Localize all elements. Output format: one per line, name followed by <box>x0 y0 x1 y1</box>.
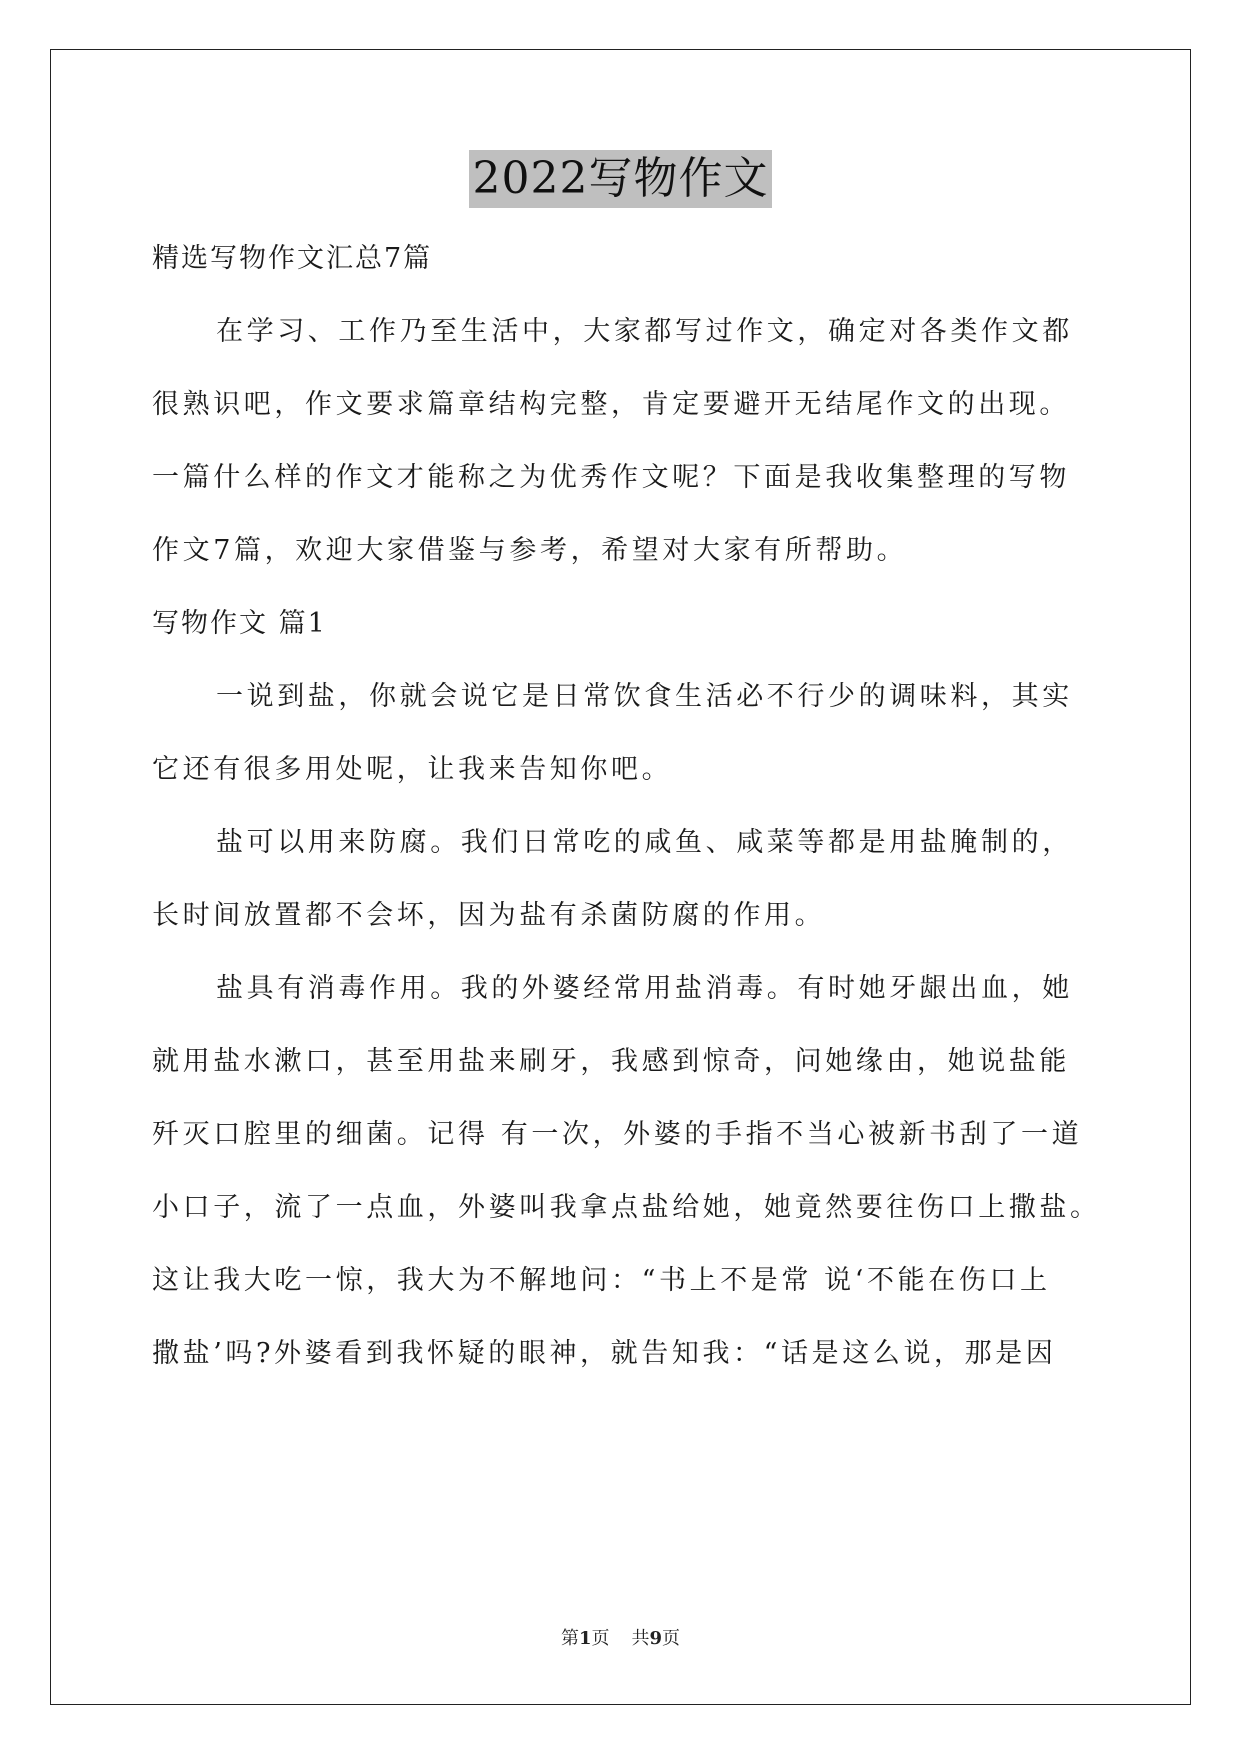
page-border <box>50 49 1191 1705</box>
document-title: 2022写物作文 <box>469 150 773 208</box>
total-page-number: 9 <box>649 1628 663 1649</box>
paragraph-line: 盐可以用来防腐。我们日常吃的咸鱼、咸菜等都是用盐腌制的， <box>216 827 1073 858</box>
intro-line: 很熟识吧，作文要求篇章结构完整，肯定要避开无结尾作文的出现。 <box>152 389 1070 420</box>
intro-line: 在学习、工作乃至生活中，大家都写过作文，确定对各类作文都 <box>216 316 1073 347</box>
paragraph-line: 它还有很多用处呢，让我来告知你吧。 <box>152 754 673 785</box>
document-subtitle: 精选写物作文汇总7篇 <box>152 243 433 274</box>
intro-line: 作文7篇，欢迎大家借鉴与参考，希望对大家有所帮助。 <box>152 535 908 566</box>
page-footer <box>0 1627 1241 1651</box>
paragraph-line: 就用盐水漱口，甚至用盐来刷牙，我感到惊奇，问她缘由，她说盐能 <box>152 1046 1070 1077</box>
paragraph-line: 小口子，流了一点血，外婆叫我拿点盐给她，她竟然要往伤口上撒盐。 <box>152 1192 1101 1223</box>
paragraph-line: 一说到盐，你就会说它是日常饮食生活必不行少的调味料，其实 <box>216 681 1073 712</box>
intro-line: 一篇什么样的作文才能称之为优秀作文呢？下面是我收集整理的写物 <box>152 462 1070 493</box>
paragraph-line: 撒盐’吗?外婆看到我怀疑的眼神，就告知我：“话是这么说，那是因 <box>152 1338 1057 1369</box>
title-container <box>0 150 1241 208</box>
page-unit: 页 <box>591 1628 610 1649</box>
paragraph-line: 盐具有消毒作用。我的外婆经常用盐消毒。有时她牙龈出血，她 <box>216 973 1073 1004</box>
current-page-number: 1 <box>578 1628 592 1649</box>
section-heading: 写物作文 篇1 <box>152 608 327 639</box>
page-prefix: 第 <box>560 1628 579 1649</box>
total-unit: 页 <box>662 1628 681 1649</box>
paragraph-line: 这让我大吃一惊，我大为不解地问：“书上不是常 说‘不能在伤口上 <box>152 1265 1051 1296</box>
paragraph-line: 长时间放置都不会坏，因为盐有杀菌防腐的作用。 <box>152 900 826 931</box>
paragraph-line: 歼灭口腔里的细菌。记得 有一次，外婆的手指不当心被新书刮了一道 <box>152 1119 1083 1150</box>
total-prefix: 共 <box>631 1628 650 1649</box>
